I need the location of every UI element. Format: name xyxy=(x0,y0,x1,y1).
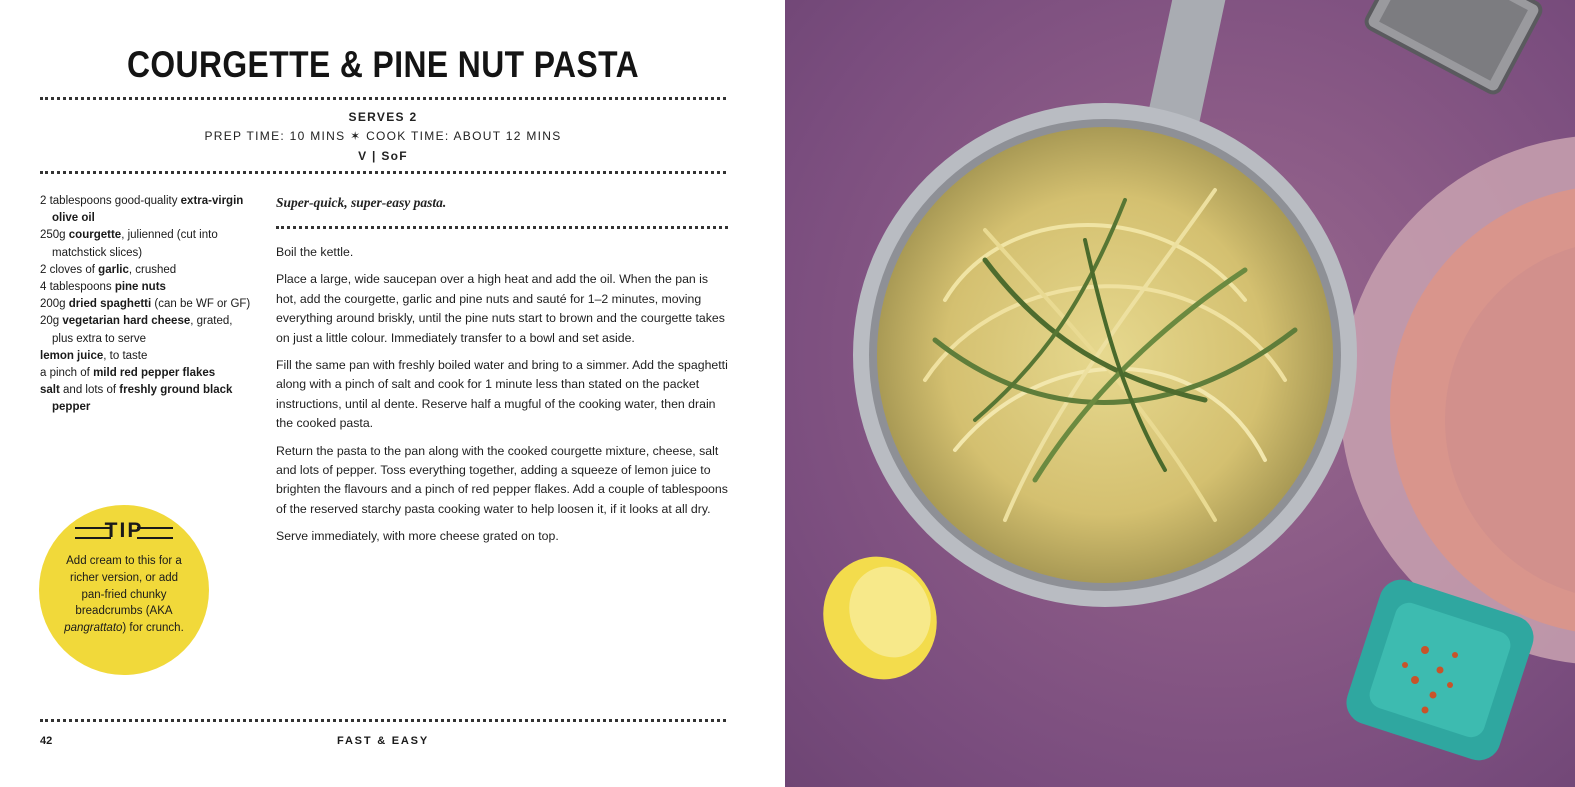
ingredient-item: a pinch of mild red pepper flakes xyxy=(40,367,216,380)
dotted-divider xyxy=(276,226,728,229)
ingredient-item: lemon juice, to taste xyxy=(40,349,148,362)
ingredient-item: salt and lots of freshly ground black pepper xyxy=(40,384,233,414)
method-step: Serve immediately, with more cheese grated on top. xyxy=(276,529,559,544)
tip-heading: TIP xyxy=(104,519,144,542)
food-photo xyxy=(785,0,1575,787)
method-step: Return the pasta to the pan along with the cooked courgette mixture, cheese, salt and lots of pepper. Toss everything together, adding a squeeze of lemon juice to brighten the flavours and a pinch of red pepper flakes. Add a couple of tablespoons of the reserved starchy pasta cooking water to help loosen it, if it looks at all dry. xyxy=(276,443,728,516)
method-steps xyxy=(276,243,728,555)
ingredient-item: 250g courgette, julienned (cut into matchstick slices) xyxy=(40,229,218,259)
ingredients-list xyxy=(40,193,252,417)
ingredient-item: 2 tablespoons good-quality extra-virgin olive oil xyxy=(40,195,244,225)
tip-ornament-right xyxy=(137,527,173,539)
serves-label: SERVES 2 xyxy=(348,110,418,124)
recipe-title: COURGETTE & PINE NUT PASTA xyxy=(126,44,640,85)
grater-icon xyxy=(1364,0,1543,95)
section-name: FAST & EASY xyxy=(337,735,429,747)
method-step: Fill the same pan with freshly boiled water and bring to a simmer. Add the spaghetti along with a pinch of salt and cook for 1 minute less than stated on the packet instructions, until al dente. Reserve half a mugful of the cooking water, then drain the cooked pasta. xyxy=(276,358,728,431)
left-page xyxy=(0,0,785,787)
method-step: Place a large, wide saucepan over a high heat and add the oil. When the pan is hot, add the courgette, garlic and pine nuts and sauté for 1–2 minutes, moving everything around briskly, until the pine nuts start to brown and the courgette takes on just a little colour. Immediately transfer to a bowl and set aside. xyxy=(276,272,725,345)
ingredient-item: 200g dried spaghetti (can be WF or GF) xyxy=(40,298,251,311)
dotted-divider xyxy=(40,97,726,100)
diet-labels: V | SoF xyxy=(358,149,408,163)
ingredient-item: 20g vegetarian hard cheese, grated, plus extra to serve xyxy=(40,315,233,345)
ingredient-item: 2 cloves of garlic, crushed xyxy=(40,263,177,276)
pasta-pan-illustration xyxy=(785,0,1575,787)
tip-badge xyxy=(39,505,209,675)
prep-cook-times: PREP TIME: 10 MINS ✶ COOK TIME: ABOUT 12 MINS xyxy=(204,129,562,143)
page-number: 42 xyxy=(40,735,53,747)
dotted-divider xyxy=(40,171,726,174)
dotted-divider xyxy=(40,719,726,722)
ingredient-item: 4 tablespoons pine nuts xyxy=(40,281,166,294)
tip-text: Add cream to this for a richer version, or add pan-fried chunky breadcrumbs (AKA pangrattato) for crunch. xyxy=(64,555,184,635)
method-step: Boil the kettle. xyxy=(276,245,354,259)
recipe-intro: Super-quick, super-easy pasta. xyxy=(276,195,447,210)
